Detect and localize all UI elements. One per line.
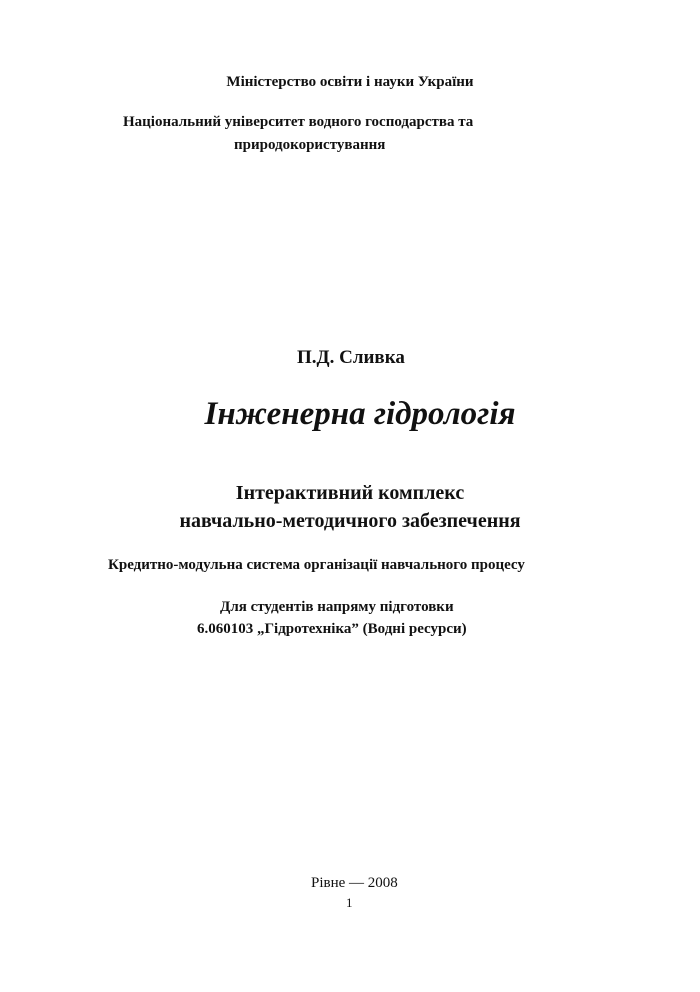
author-name: П.Д. Сливка: [297, 347, 405, 368]
subtitle-line-1: Інтерактивний комплекс: [235, 482, 465, 504]
credit-system-line: Кредитно-модульна система організації навчального процесу: [108, 557, 525, 573]
ministry-heading: Міністерство освіти і науки України: [226, 74, 474, 90]
audience-line-2: 6.060103 „Гідротехніка” (Водні ресурси): [197, 621, 467, 637]
subtitle-line-2: навчально-методичного забезпечення: [179, 510, 521, 532]
university-name-line-1: Національний університет водного господарства та: [123, 114, 474, 130]
city-year: Рівне — 2008: [311, 875, 398, 891]
university-name-line-2: природокористування: [234, 137, 386, 153]
audience-line-1: Для студентів напряму підготовки: [220, 599, 454, 615]
document-title: Інженерна гідрологія: [204, 396, 516, 432]
page-number: 1: [346, 895, 353, 910]
